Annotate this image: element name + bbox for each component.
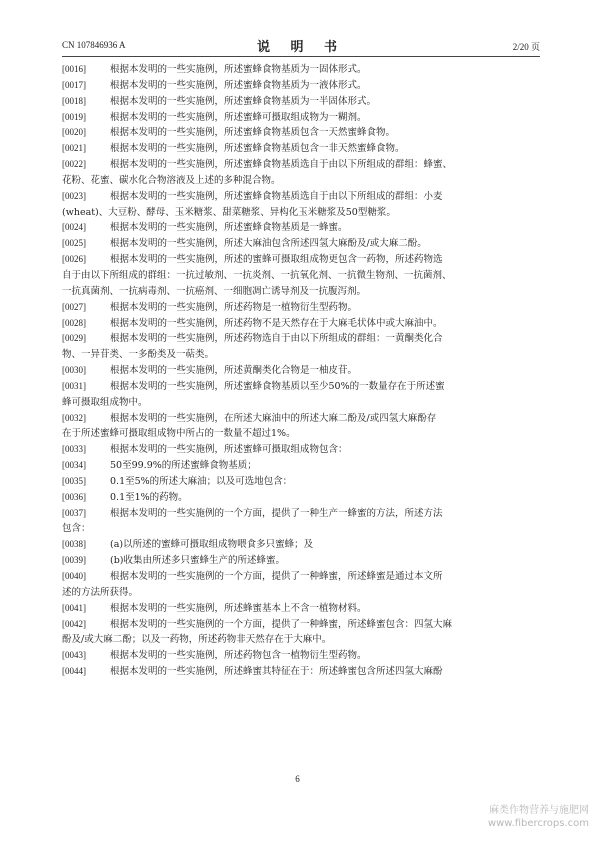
header-divider (62, 56, 540, 57)
paragraph (62, 331, 540, 363)
paragraph-line: 根据本发明的一些实施例，所述的蜜蜂可摄取组成物更包含一药物，所述药物选 (110, 254, 443, 266)
paragraph-number: [0034] (62, 460, 86, 471)
paragraph-line: 根据本发明的一些实施例，所述黄酮类化合物是一柚皮苷。 (110, 365, 358, 377)
paragraph-line: 根据本发明的一些实施例，所述蜜蜂食物基质为一液体形式。 (110, 79, 367, 91)
paragraph-line: 根据本发明的一些实施例，在所述大麻油中的所述大麻二酚及/或四氢大麻酚存 (110, 412, 437, 424)
paragraph-line: 根据本发明的一些实施例的一个方面，提供了一种蜂蜜，所述蜂蜜是通过本文所 (110, 571, 443, 582)
paragraph-line: (b)收集由所述多只蜜蜂生产的所述蜂蜜。 (110, 555, 285, 567)
paragraph-line: 根据本发明的一些实施例，所述蜜蜂食物基质为一半固体形式。 (110, 95, 377, 107)
paragraph-line: (a)以所述的蜜蜂可摄取组成物喂食多只蜜蜂；及 (110, 539, 314, 551)
paragraph-line: 根据本发明的一些实施例，所述蜂蜜其特征在于：所述蜂蜜包含所述四氢大麻酚 (110, 666, 443, 678)
paragraph-number: [0021] (62, 143, 86, 154)
paragraph-number: [0040] (62, 571, 86, 581)
paragraph-line: 根据本发明的一些实施例，所述蜜蜂食物基质为一固体形式。 (110, 64, 367, 75)
page-header (62, 36, 540, 54)
paragraph-line: 0.1至5%的所述大麻油；以及可选地包含： (110, 475, 293, 487)
paragraph-number: [0042] (62, 618, 86, 629)
paragraph-line: 述的方法所获得。 (62, 586, 139, 598)
paragraph-line: 包含： (62, 523, 91, 535)
paragraph-number: [0029] (62, 333, 86, 344)
page-number: 6 (295, 774, 300, 784)
paragraph (62, 300, 540, 316)
paragraph-line: 50至99.9%的所述蜜蜂食物基质； (110, 460, 257, 472)
paragraph (62, 236, 540, 252)
paragraph (62, 537, 540, 553)
paragraph-number: [0019] (62, 111, 86, 122)
watermark-title: 麻类作物营养与施肥网 (489, 805, 589, 816)
paragraph-number: [0037] (62, 507, 86, 518)
paragraph-line: 根据本发明的一些实施例，所述药物不是天然存在于大麻毛状体中或大麻油中。 (110, 317, 443, 329)
paragraph (62, 553, 540, 569)
paragraph (62, 569, 540, 601)
paragraph-line: 根据本发明的一些实施例，所述蜜蜂可摄取组成物为一糊剂。 (110, 111, 367, 123)
paragraph (62, 78, 540, 94)
paragraph-number: [0035] (62, 475, 86, 486)
paragraph-number: [0026] (62, 254, 86, 265)
paragraph (62, 316, 540, 332)
paragraph-line: 根据本发明的一些实施例的一个方面，提供了一种蜂蜜，所述蜂蜜包含：四氢大麻 (110, 618, 453, 630)
paragraph-line: 根据本发明的一些实施例，所述蜜蜂可摄取组成物包含： (110, 444, 348, 456)
paragraph (62, 474, 540, 490)
paragraph-number: [0023] (62, 190, 86, 201)
paragraph-line: 0.1至1%的药物。 (110, 491, 188, 503)
paragraph (62, 125, 540, 141)
paragraph-line: 根据本发明的一些实施例，所述药物选自于由以下所组成的群组：一黄酮类化合 (110, 333, 443, 345)
paragraph-line: 根据本发明的一些实施例，所述蜜蜂食物基质是一蜂蜜。 (110, 222, 348, 234)
paragraph-line: 一抗真菌剂、一抗病毒剂、一抗癌剂、一细胞凋亡诱导剂及一抗腹泻剂。 (62, 285, 367, 297)
paragraph-number: [0033] (62, 444, 86, 455)
paragraph-number: [0016] (62, 64, 86, 74)
paragraph-number: [0043] (62, 650, 86, 661)
paragraph-number: [0032] (62, 412, 86, 423)
paragraph (62, 363, 540, 379)
paragraph-line: 花粉、花蜜、碳水化合物溶液及上述的多种混合物。 (62, 174, 281, 186)
page-info: 2/20 页 (512, 42, 540, 52)
paragraph (62, 458, 540, 474)
paragraph (62, 442, 540, 458)
paragraph (62, 648, 540, 664)
paragraph-line: 酚及/或大麻二酚；以及一药物，所述药物非天然存在于大麻中。 (62, 634, 332, 646)
paragraph (62, 411, 540, 443)
paragraph-number: [0041] (62, 602, 86, 613)
page-title: 说 明 书 (256, 40, 346, 55)
paragraph-line: 根据本发明的一些实施例，所述蜜蜂食物基质选自于由以下所组成的群组：小麦 (110, 190, 443, 202)
paragraph (62, 506, 540, 538)
paragraph-number: [0024] (62, 222, 86, 233)
paragraph-number: [0018] (62, 95, 86, 106)
paragraph-number: [0020] (62, 127, 86, 138)
paragraph (62, 110, 540, 126)
paragraph-number: [0027] (62, 301, 86, 312)
paragraph-line: 根据本发明的一些实施例，所述蜜蜂食物基质包含一天然蜜蜂食物。 (110, 127, 396, 139)
paragraph-line: 根据本发明的一些实施例，所述大麻油包含所述四氢大麻酚及/或大麻二酚。 (110, 238, 427, 250)
watermark-url: www.fibercrops.com (487, 818, 589, 829)
paragraph-number: [0028] (62, 317, 86, 328)
paragraph-line: 根据本发明的一些实施例的一个方面，提供了一种生产一蜂蜜的方法，所述方法 (110, 507, 443, 519)
paragraph (62, 220, 540, 236)
paragraph-number: [0038] (62, 539, 86, 550)
paragraph (62, 189, 540, 221)
paragraph-number: [0025] (62, 238, 86, 249)
paragraph-number: [0036] (62, 491, 86, 502)
paragraph-line: 根据本发明的一些实施例，所述蜜蜂食物基质包含一非天然蜜蜂食物。 (110, 143, 405, 155)
paragraph-number: [0044] (62, 666, 86, 677)
paragraph-line: 在于所述蜜蜂可摄取组成物中所占的一数量不超过1%。 (62, 428, 296, 440)
paragraph-line: (wheat)、大豆粉、酵母、玉米糖浆、甜菜糖浆、异构化玉米糖浆及50型糖浆。 (62, 206, 396, 218)
document-number: CN 107846936 A (62, 40, 126, 50)
paragraph (62, 490, 540, 506)
paragraph-line: 根据本发明的一些实施例，所述蜜蜂食物基质以至少50%的一数量存在于所述蜜 (110, 380, 445, 392)
paragraph (62, 601, 540, 617)
paragraph-line: 根据本发明的一些实施例，所述蜂蜜基本上不含一植物材料。 (110, 602, 367, 614)
document-body (62, 62, 540, 680)
paragraph (62, 94, 540, 110)
paragraph-line: 蜂可摄取组成物中。 (62, 396, 148, 408)
paragraph-number: [0022] (62, 159, 86, 170)
paragraph (62, 664, 540, 680)
paragraph-number: [0039] (62, 555, 86, 566)
paragraph-line: 根据本发明的一些实施例，所述药物包含一植物衍生型药物。 (110, 650, 367, 662)
paragraph-number: [0030] (62, 365, 86, 376)
paragraph-line: 根据本发明的一些实施例，所述药物是一植物衍生型药物。 (110, 301, 358, 313)
paragraph (62, 157, 540, 189)
paragraph-line: 根据本发明的一些实施例，所述蜜蜂食物基质选自于由以下所组成的群组：蜂蜜、 (110, 159, 453, 171)
paragraph (62, 379, 540, 411)
paragraph (62, 62, 540, 78)
paragraph-number: [0031] (62, 380, 86, 391)
paragraph-line: 物、一异苷类、一多酚类及一萜类。 (62, 349, 215, 361)
paragraph (62, 141, 540, 157)
paragraph-number: [0017] (62, 79, 86, 90)
paragraph (62, 617, 540, 649)
paragraph (62, 252, 540, 300)
watermark (488, 804, 589, 830)
paragraph-line: 自于由以下所组成的群组：一抗过敏剂、一抗炎剂、一抗氧化剂、一抗微生物剂、一抗菌剂、 (62, 269, 452, 281)
